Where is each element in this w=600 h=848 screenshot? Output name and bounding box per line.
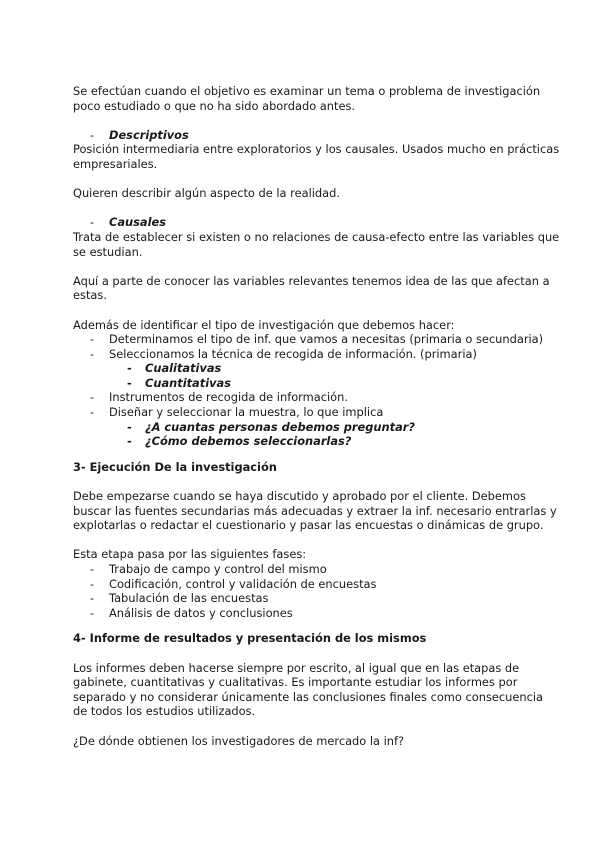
list-item [73,591,560,606]
list-item [73,606,560,621]
intro-paragraph: Se efectúan cuando el objetivo es examinar un tema o problema de investigación poco estudiado o que no ha sido abordado antes. [73,84,541,113]
list-item-text: Análisis de datos y conclusiones [109,605,293,620]
dash-bullet: - [90,215,95,230]
ejecucion-paragraph: Debe empezarse cuando se haya discutido y aprobado por el cliente. Debemos buscar las fuentes secundarias más adecuadas y extraer la inf. necesario entrarlas y explotarlas o redactar el cuestionario y pasar las encuestas o dinámicas de grupo. [73,489,557,533]
dash-bullet: - [127,375,132,390]
causales-title: Causales [109,215,167,230]
section-heading-informe: 4- Informe de resultados y presentación de los mismos [73,631,427,646]
list-item-text: Trabajo de campo y control del mismo [109,562,327,576]
causales-paragraph-2: Aquí a parte de conocer las variables relevantes tenemos idea de las que afectan a estas. [73,273,550,303]
list-item [73,347,560,391]
dash-bullet: - [90,390,95,405]
sublist-item-text: ¿A cuantas personas debemos preguntar? [145,419,415,434]
muestra-sublist [109,420,560,449]
sublist-item [109,361,560,376]
list-item [73,405,560,449]
informe-question: ¿De dónde obtienen los investigadores de mercado la inf? [73,733,405,748]
list-item-text: Instrumentos de recogida de información. [109,390,348,405]
causales-subheading [73,215,560,230]
sublist-item [109,376,560,391]
descriptivos-paragraph-1: Posición intermediaria entre exploratorios y los causales. Usados mucho en prácticas empresariales. [73,142,560,171]
descriptivos-title: Descriptivos [109,127,189,142]
sublist-item-text: Cualitativas [145,361,222,376]
section-heading-ejecucion: 3- Ejecución De la investigación [73,459,277,474]
descriptivos-paragraph-2: Quieren describir algún aspecto de la realidad. [73,186,340,201]
list-item-text: Tabulación de las encuestas [109,591,269,606]
list-item [73,390,560,405]
phases-lead: Esta etapa pasa por las siguientes fases: [73,547,307,562]
list-item-text: Seleccionamos la técnica de recogida de información. (primaria) [109,346,477,361]
sublist-item-text: ¿Cómo debemos seleccionarlas? [145,434,352,449]
list-item-text: Diseñar y seleccionar la muestra, lo que implica [109,405,384,420]
list-item [73,562,560,577]
list-item [73,332,560,347]
dash-bullet: - [90,332,95,347]
dash-bullet: - [90,562,95,576]
dash-bullet: - [90,405,95,420]
tecnica-sublist [109,361,560,390]
list-item-text: Codificación, control y validación de encuestas [109,576,377,591]
causales-paragraph-1: Trata de establecer si existen o no relaciones de causa-efecto entre las variables que se estudian. [73,229,560,259]
dash-bullet: - [90,591,95,606]
dash-bullet: - [90,576,95,591]
descriptivos-subheading [73,128,560,143]
identify-lead: Además de identificar el tipo de investigación que debemos hacer: [73,317,455,332]
list-item-text: Determinamos el tipo de inf. que vamos a necesitas (primaria o secundaria) [109,332,544,347]
sublist-item [109,420,560,435]
dash-bullet: - [90,127,95,142]
informe-paragraph: Los informes deben hacerse siempre por escrito, al igual que en las etapas de gabinete, cuantitativas y cualitativas. Es importante estudiar los informes por separado y no considerar únicamente las conclusiones finales como consecuencia de todos los estudios utilizados. [73,660,544,719]
dash-bullet: - [90,346,95,361]
dash-bullet: - [127,419,132,434]
dash-bullet: - [127,361,132,376]
phases-list [73,562,560,620]
sublist-item-text: Cuantitativas [145,375,231,390]
identify-list [73,332,560,449]
sublist-item [109,434,560,449]
list-item [73,577,560,592]
dash-bullet: - [127,434,132,449]
dash-bullet: - [90,605,95,620]
